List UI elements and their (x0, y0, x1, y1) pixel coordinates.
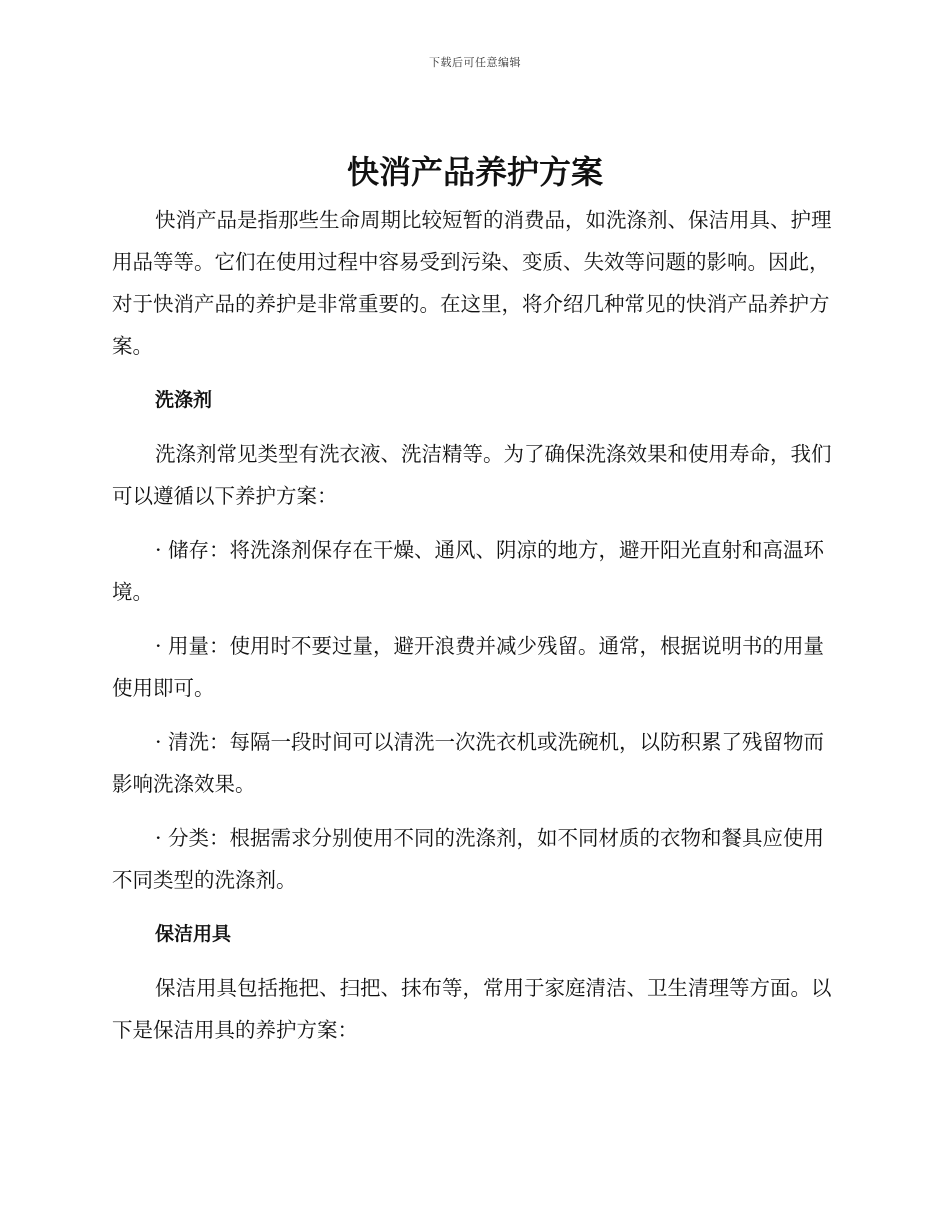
section-heading-cleaning-tools: 保洁用具 (155, 923, 232, 945)
document-body (112, 199, 832, 1051)
detergent-bullet-dosage: · 用量：使用时不要过量，避开浪费并减少残留。通常，根据说明书的用量使用即可。 (112, 634, 825, 700)
detergent-intro-paragraph: 洗涤剂常见类型有洗衣液、洗洁精等。为了确保洗涤效果和使用寿命，我们可以遵循以下养护方案： (112, 442, 832, 508)
intro-paragraph: 快消产品是指那些生命周期比较短暂的消费品，如洗涤剂、保洁用具、护理用品等等。它们在使用过程中容易受到污染、变质、失效等问题的影响。因此，对于快消产品的养护是非常重要的。在这里，将介绍几种常见的快消产品养护方案。 (112, 208, 832, 358)
section-heading-detergent: 洗涤剂 (155, 389, 213, 411)
detergent-bullet-cleaning: · 清洗：每隔一段时间可以清洗一次洗衣机或洗碗机，以防积累了残留物而影响洗涤效果。 (112, 730, 825, 796)
document-title: 快消产品养护方案 (346, 153, 603, 191)
cleaning-tools-intro-paragraph: 保洁用具包括拖把、扫把、抹布等，常用于家庭清洁、卫生清理等方面。以下是保洁用具的养护方案： (112, 976, 832, 1042)
header-note: 下载后可任意编辑 (429, 56, 521, 69)
detergent-bullet-sorting: · 分类：根据需求分别使用不同的洗涤剂，如不同材质的衣物和餐具应使用不同类型的洗涤剂。 (112, 826, 825, 892)
detergent-bullet-storage: · 储存：将洗涤剂保存在干燥、通风、阴凉的地方，避开阳光直射和高温环境。 (112, 538, 825, 604)
